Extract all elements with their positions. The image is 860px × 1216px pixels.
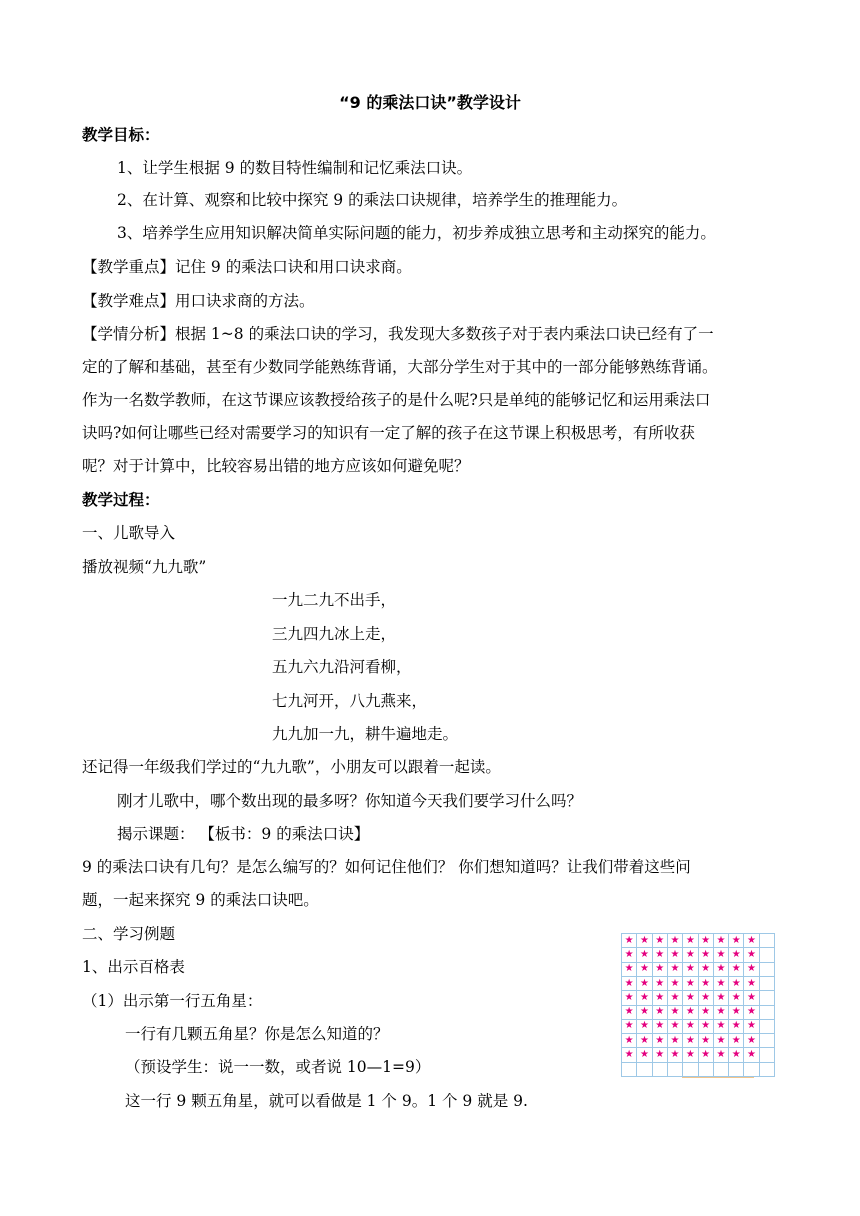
star-icon: ★ <box>653 948 668 962</box>
star-icon: ★ <box>729 963 744 977</box>
objective-2: 2、在计算、观察和比较中探究 9 的乘法口诀规律，培养学生的推理能力。 <box>117 191 628 209</box>
star-icon: ★ <box>744 934 759 948</box>
star-icon: ★ <box>668 934 683 948</box>
star-icon: ★ <box>744 1006 759 1020</box>
star-icon: ★ <box>699 948 714 962</box>
star-icon: ★ <box>714 1006 729 1020</box>
star-icon: ★ <box>653 977 668 991</box>
star-icon: ★ <box>637 934 652 948</box>
star-icon: ★ <box>653 1006 668 1020</box>
star-icon: ★ <box>683 948 698 962</box>
step-text: （1）出示第一行五角星： <box>82 992 263 1010</box>
star-icon: ★ <box>668 1006 683 1020</box>
intro-line: 题，一起来探究 9 的乘法口诀吧。 <box>82 891 319 909</box>
grid-cell <box>714 1063 729 1077</box>
star-icon: ★ <box>744 948 759 962</box>
recall-text: 还记得一年级我们学过的“九九歌”，小朋友可以跟着一起读。 <box>82 758 501 776</box>
star-icon: ★ <box>729 977 744 991</box>
star-icon: ★ <box>714 1048 729 1062</box>
grid-cell <box>760 1006 775 1020</box>
song-line: 五九六九沿河看柳， <box>272 658 412 676</box>
star-icon: ★ <box>637 963 652 977</box>
star-icon: ★ <box>653 1048 668 1062</box>
song-line: 七九河开，八九燕来， <box>272 692 428 710</box>
star-icon: ★ <box>744 1034 759 1048</box>
star-icon: ★ <box>699 1048 714 1062</box>
star-icon: ★ <box>668 1048 683 1062</box>
star-icon: ★ <box>622 977 637 991</box>
star-icon: ★ <box>622 1020 637 1034</box>
song-line: 九九加一九，耕牛遍地走。 <box>272 725 459 743</box>
star-icon: ★ <box>714 934 729 948</box>
star-icon: ★ <box>653 963 668 977</box>
star-icon: ★ <box>714 991 729 1005</box>
analysis-line: 呢？对于计算中，比较容易出错的地方应该如何避免呢？ <box>82 457 470 475</box>
star-icon: ★ <box>744 991 759 1005</box>
star-icon: ★ <box>729 1034 744 1048</box>
reveal-text: 揭示课题： 【板书：9 的乘法口诀】 <box>117 825 370 843</box>
objective-3: 3、培养学生应用知识解决简单实际问题的能力，初步养成独立思考和主动探究的能力。 <box>117 224 716 242</box>
star-icon: ★ <box>683 1034 698 1048</box>
star-icon: ★ <box>622 1034 637 1048</box>
analysis-line: 【学情分析】根据 1~8 的乘法口诀的学习，我发现大多数孩子对于表内乘法口诀已经有了一 <box>82 325 714 343</box>
star-icon: ★ <box>699 934 714 948</box>
star-icon: ★ <box>653 991 668 1005</box>
star-icon: ★ <box>683 1006 698 1020</box>
grid-cell <box>760 991 775 1005</box>
key-point: 【教学重点】记住 9 的乘法口诀和用口诀求商。 <box>82 258 412 276</box>
difficulty: 【教学难点】用口诀求商的方法。 <box>82 292 315 310</box>
star-icon: ★ <box>699 991 714 1005</box>
star-icon: ★ <box>744 1020 759 1034</box>
star-icon: ★ <box>744 977 759 991</box>
grid-cell <box>683 1063 698 1077</box>
star-icon: ★ <box>699 977 714 991</box>
star-icon: ★ <box>622 991 637 1005</box>
star-icon: ★ <box>683 977 698 991</box>
grid-cell <box>637 1063 652 1077</box>
star-icon: ★ <box>668 991 683 1005</box>
section-heading: 二、学习例题 <box>82 925 176 943</box>
star-icon: ★ <box>637 1020 652 1034</box>
star-icon: ★ <box>622 1006 637 1020</box>
star-icon: ★ <box>699 1020 714 1034</box>
star-icon: ★ <box>683 991 698 1005</box>
star-icon: ★ <box>699 1006 714 1020</box>
video-text: 播放视频“九九歌” <box>82 558 207 576</box>
page-title: “9 的乘法口诀”教学设计 <box>339 93 521 112</box>
analysis-line: 定的了解和基础，甚至有少数同学能熟练背诵，大部分学生对于其中的一部分能够熟练背诵。 <box>82 358 718 376</box>
grid-cell <box>653 1063 668 1077</box>
star-icon: ★ <box>744 1048 759 1062</box>
star-icon: ★ <box>637 991 652 1005</box>
star-icon: ★ <box>683 1048 698 1062</box>
star-icon: ★ <box>683 1020 698 1034</box>
grid-cell <box>760 977 775 991</box>
analysis-line: 作为一名数学教师，在这节课应该教授给孩子的是什么呢?只是单纯的能够记忆和运用乘法口 <box>82 391 711 409</box>
song-line: 三九四九冰上走， <box>272 625 397 643</box>
star-icon: ★ <box>622 963 637 977</box>
objective-1: 1、让学生根据 9 的数目特性编制和记忆乘法口诀。 <box>117 159 473 177</box>
star-icon: ★ <box>637 1034 652 1048</box>
star-icon: ★ <box>729 991 744 1005</box>
star-icon: ★ <box>637 977 652 991</box>
star-icon: ★ <box>622 1048 637 1062</box>
grid-cell <box>699 1063 714 1077</box>
grid-cell <box>760 1048 775 1062</box>
grid-cell <box>729 1063 744 1077</box>
star-icon: ★ <box>744 963 759 977</box>
preset-text: （预设学生：说一一数，或者说 10—1=9） <box>125 1058 431 1076</box>
grid-cell <box>668 1063 683 1077</box>
hundred-grid <box>621 933 775 1077</box>
star-icon: ★ <box>622 934 637 948</box>
star-icon: ★ <box>668 948 683 962</box>
grid-cell <box>760 1020 775 1034</box>
objectives-heading: 教学目标： <box>82 126 160 144</box>
star-icon: ★ <box>683 934 698 948</box>
star-icon: ★ <box>637 1006 652 1020</box>
star-icon: ★ <box>668 963 683 977</box>
star-icon: ★ <box>668 1034 683 1048</box>
star-icon: ★ <box>729 1006 744 1020</box>
star-icon: ★ <box>714 1034 729 1048</box>
question-text: 刚才儿歌中，哪个数出现的最多呀？你知道今天我们要学习什么吗？ <box>117 792 583 810</box>
grid-cell <box>760 934 775 948</box>
star-icon: ★ <box>714 1020 729 1034</box>
grid-cell <box>760 963 775 977</box>
star-icon: ★ <box>699 963 714 977</box>
star-icon: ★ <box>699 1034 714 1048</box>
star-icon: ★ <box>729 1048 744 1062</box>
conclusion-text: 这一行 9 颗五角星，就可以看做是 1 个 9。1 个 9 就是 9. <box>125 1092 528 1110</box>
star-icon: ★ <box>622 948 637 962</box>
star-icon: ★ <box>668 1020 683 1034</box>
star-icon: ★ <box>714 963 729 977</box>
grid-cell <box>622 1063 637 1077</box>
star-icon: ★ <box>714 948 729 962</box>
star-icon: ★ <box>714 977 729 991</box>
step-text: 1、出示百格表 <box>82 958 185 976</box>
star-icon: ★ <box>668 977 683 991</box>
star-icon: ★ <box>653 1020 668 1034</box>
process-heading: 教学过程： <box>82 491 160 509</box>
grid-cell <box>760 1063 775 1077</box>
question-text: 一行有几颗五角星？你是怎么知道的？ <box>125 1025 389 1043</box>
grid-cell <box>744 1063 759 1077</box>
star-icon: ★ <box>653 1034 668 1048</box>
song-line: 一九二九不出手， <box>272 591 397 609</box>
section-heading: 一、儿歌导入 <box>82 524 176 542</box>
analysis-line: 诀吗?如何让哪些已经对需要学习的知识有一定了解的孩子在这节课上积极思考，有所收获 <box>82 424 695 442</box>
star-icon: ★ <box>637 948 652 962</box>
intro-line: 9 的乘法口诀有几句？是怎么编写的？如何记住他们？ 你们想知道吗？让我们带着这些问 <box>82 858 691 876</box>
star-icon: ★ <box>729 948 744 962</box>
star-icon: ★ <box>683 963 698 977</box>
star-icon: ★ <box>729 1020 744 1034</box>
star-icon: ★ <box>637 1048 652 1062</box>
star-icon: ★ <box>729 934 744 948</box>
grid-cell <box>760 1034 775 1048</box>
grid-cell <box>760 948 775 962</box>
star-icon: ★ <box>653 934 668 948</box>
grid-underline <box>682 1077 754 1078</box>
